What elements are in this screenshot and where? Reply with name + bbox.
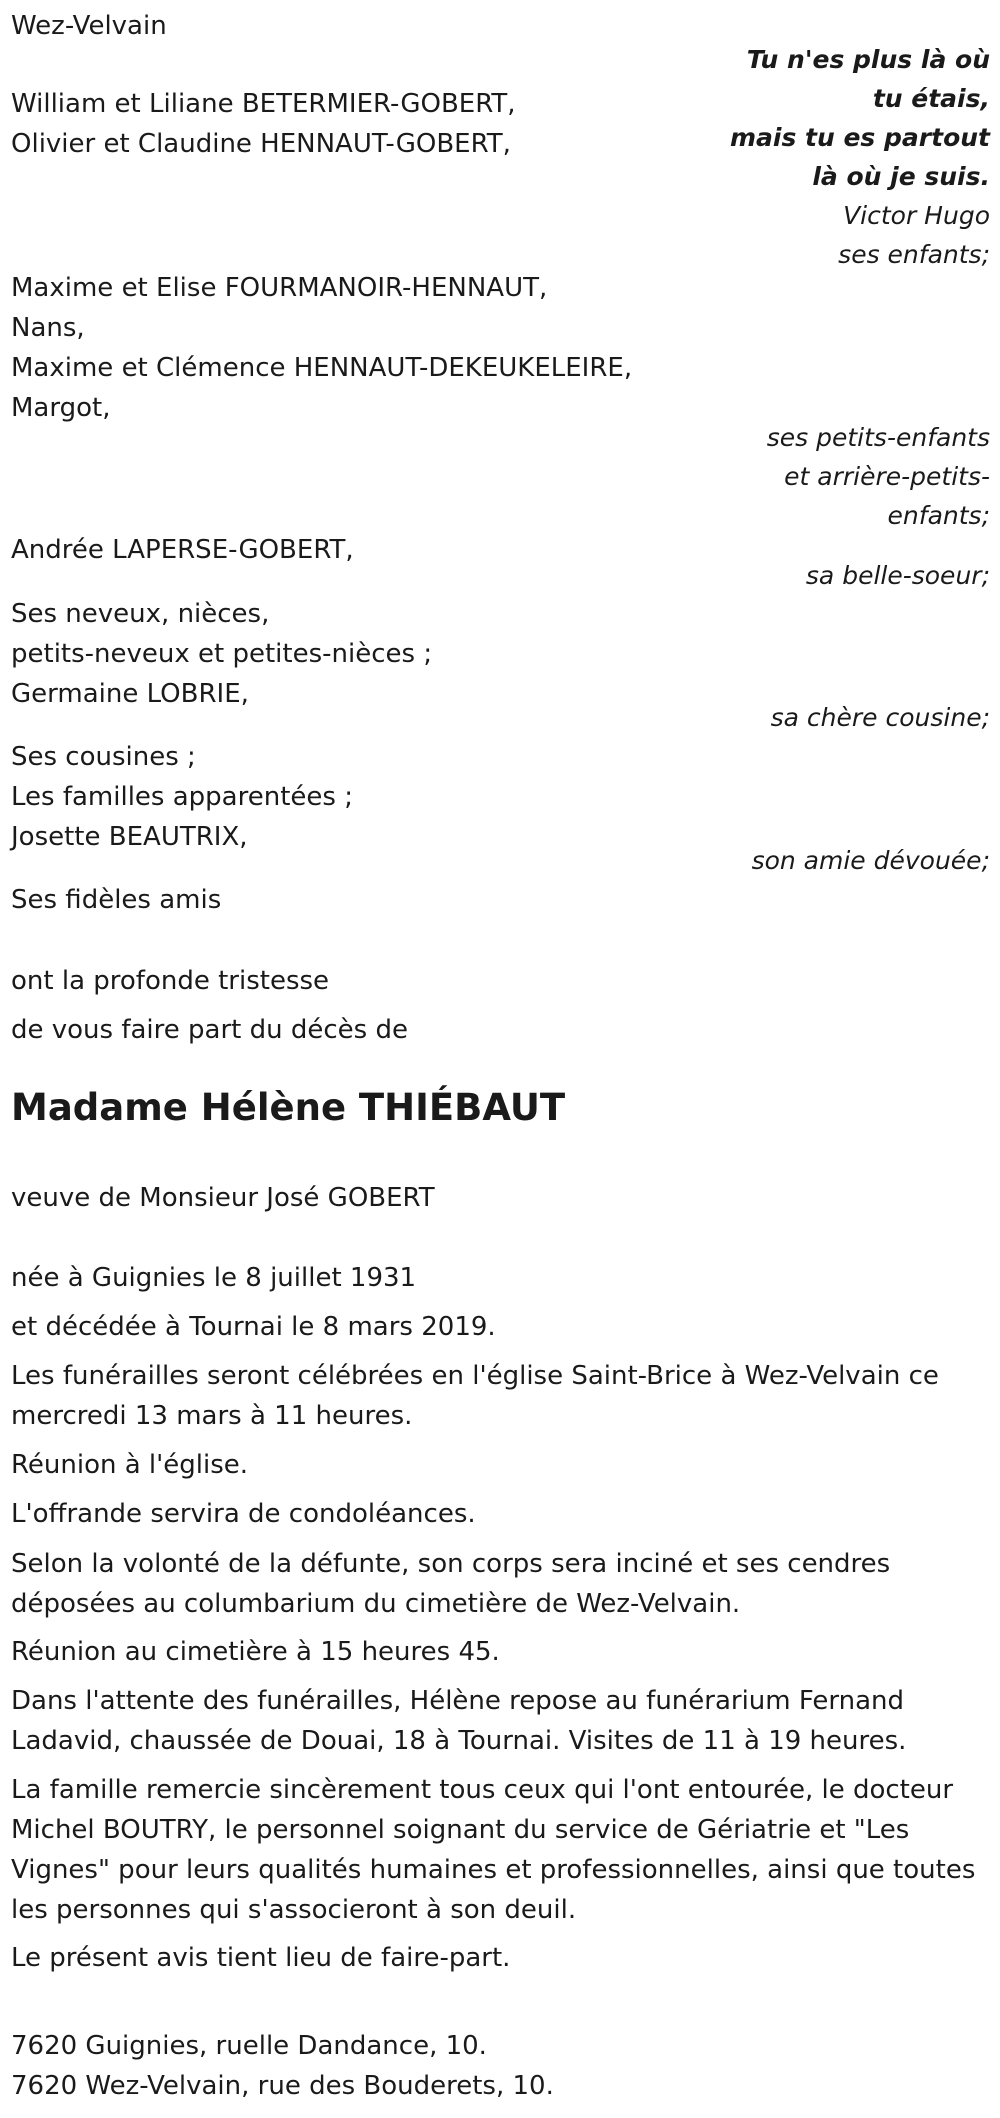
cremation-paragraph: Selon la volonté de la défunte, son corps sera inciné et ses cendres déposées au columbarium du cimetière de Wez-Velvain.	[11, 1549, 891, 1619]
town-header: Wez-Velvain	[11, 11, 167, 41]
quote-author: Victor Hugo	[843, 201, 990, 230]
deceased-name: Madame Hélène THIÉBAUT	[11, 1086, 566, 1129]
epigraph-quote	[730, 40, 990, 235]
children-line: William et Liliane BETERMIER-GOBERT,	[11, 89, 516, 119]
notice-paragraph: Le présent avis tient lieu de faire-part.	[11, 1943, 511, 1973]
gathering-paragraph: Réunion à l'église.	[11, 1450, 249, 1480]
spouse-line: veuve de Monsieur José GOBERT	[11, 1183, 435, 1213]
children-label: ses enfants;	[838, 240, 990, 269]
friends-line: Ses fidèles amis	[11, 885, 222, 915]
quote-line: mais tu es partout	[729, 123, 990, 152]
cousin-label: sa chère cousine;	[770, 703, 990, 732]
quote-line: tu étais,	[872, 84, 990, 113]
nephews-line: Ses neveux, nièces,	[11, 599, 270, 629]
grandchildren-line: Nans,	[11, 313, 85, 343]
grandchildren-line: Maxime et Clémence HENNAUT-DEKEUKELEIRE,	[11, 353, 633, 383]
nephews-line: Germaine LOBRIE,	[11, 679, 249, 709]
visitation-paragraph: Dans l'attente des funérailles, Hélène repose au funérarium Fernand Ladavid, chaussée de Douai, 18 à Tournai. Visites de 11 à 19 heures.	[11, 1686, 907, 1756]
sister-in-law-name: Andrée LAPERSE-GOBERT,	[11, 535, 354, 565]
nephews-line: petits-neveux et petites-nièces ;	[11, 639, 433, 669]
thanks-paragraph: La famille remercie sincèrement tous ceux qui l'ont entourée, le docteur Michel BOUTRY, le personnel soignant du service de Gériatrie et "Les Vignes" pour leurs qualités humaines et professionnelles, ainsi que toutes les personnes qui s'associeront à son deuil.	[11, 1775, 976, 1925]
address-line: 7620 Wez-Velvain, rue des Bouderets, 10.	[11, 2071, 554, 2101]
intro-line: ont la profonde tristesse	[11, 966, 330, 996]
quote-line: Tu n'es plus là où	[746, 45, 990, 74]
grandchildren-line: Maxime et Elise FOURMANOIR-HENNAUT,	[11, 273, 548, 303]
offering-paragraph: L'offrande servira de condoléances.	[11, 1499, 476, 1529]
funeral-paragraph: Les funérailles seront célébrées en l'église Saint-Brice à Wez-Velvain ce mercredi 13 mars à 11 heures.	[11, 1361, 939, 1431]
quote-line: là où je suis.	[812, 162, 990, 191]
birth-line: née à Guignies le 8 juillet 1931	[11, 1263, 417, 1293]
cousins-line: Ses cousines ;	[11, 742, 196, 772]
address-line: 7620 Guignies, ruelle Dandance, 10.	[11, 2031, 487, 2061]
friend-label: son amie dévouée;	[751, 846, 990, 875]
intro-line: de vous faire part du décès de	[11, 1015, 408, 1045]
death-line: et décédée à Tournai le 8 mars 2019.	[11, 1312, 496, 1342]
grandchildren-label: et arrière-petits-	[784, 462, 990, 491]
cousins-line: Josette BEAUTRIX,	[11, 822, 248, 852]
sister-in-law-label: sa belle-soeur;	[805, 561, 990, 590]
cousins-line: Les familles apparentées ;	[11, 782, 353, 812]
grandchildren-label: enfants;	[887, 501, 990, 530]
grandchildren-label: ses petits-enfants	[766, 423, 990, 452]
children-line: Olivier et Claudine HENNAUT-GOBERT,	[11, 129, 511, 159]
cemetery-paragraph: Réunion au cimetière à 15 heures 45.	[11, 1637, 500, 1667]
grandchildren-line: Margot,	[11, 393, 111, 423]
